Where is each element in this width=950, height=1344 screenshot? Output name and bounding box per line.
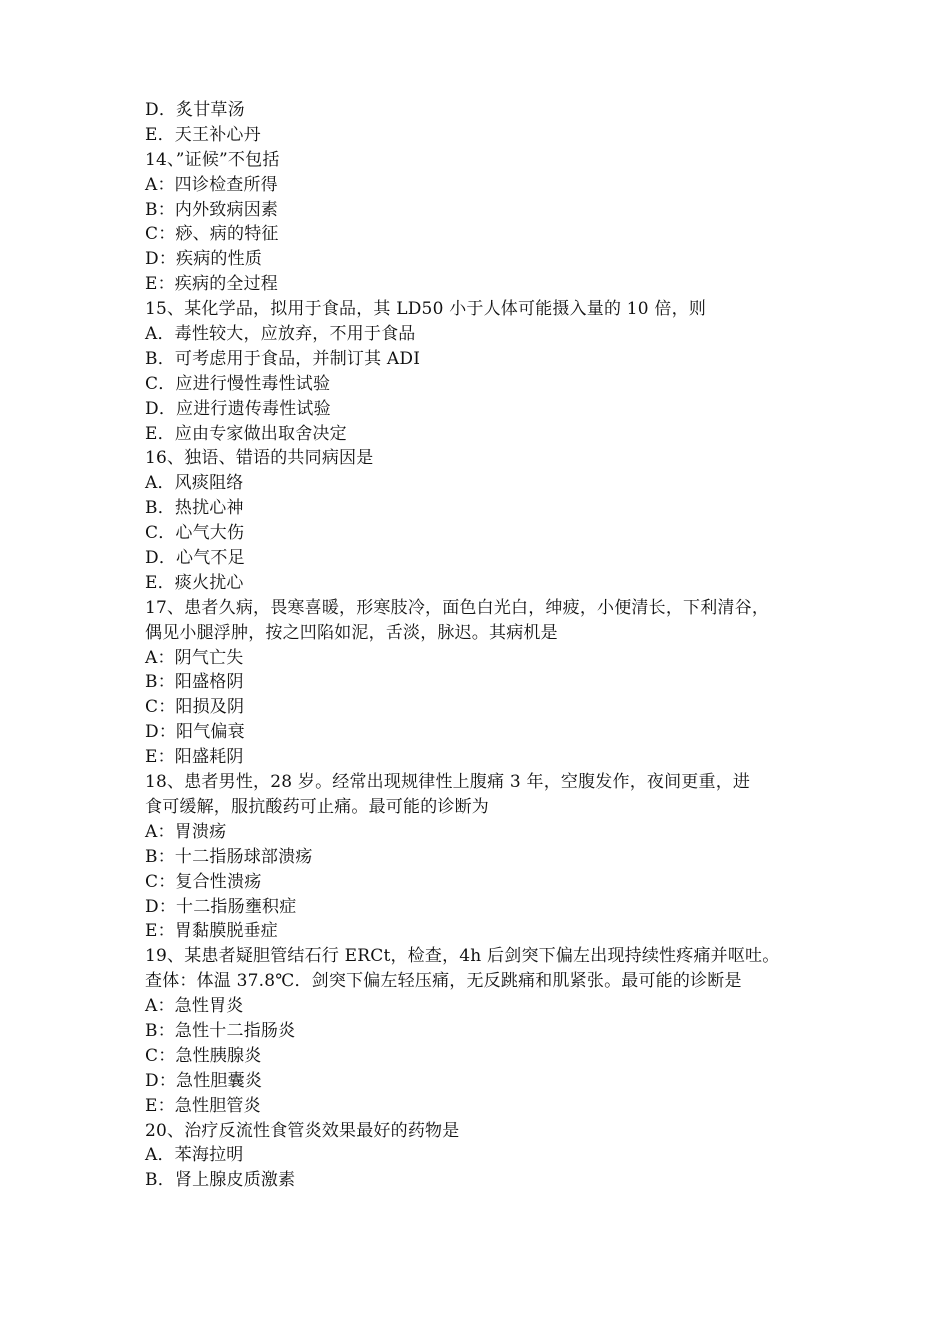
option-line: B．热扰心神 — [145, 498, 244, 519]
option-line: D：急性胆囊炎 — [145, 1070, 263, 1091]
option-line: C．心气大伤 — [145, 523, 245, 544]
option-line: D．应进行遗传毒性试验 — [145, 398, 331, 419]
option-line: B：急性十二指肠炎 — [145, 1020, 296, 1041]
option-line: B：阳盛格阴 — [145, 672, 244, 693]
option-line: C：复合性溃疡 — [145, 871, 262, 892]
option-line: B：内外致病因素 — [145, 199, 279, 220]
option-line: E．天王补心丹 — [145, 124, 261, 145]
option-line: D．心气不足 — [145, 548, 245, 569]
question-line: 16、独语、错语的共同病因是 — [145, 448, 374, 469]
option-line: A．毒性较大，应放弃，不用于食品 — [145, 324, 416, 345]
option-line: E：阳盛耗阴 — [145, 747, 244, 768]
option-line: B：十二指肠球部溃疡 — [145, 846, 313, 867]
option-line: A：阴气亡失 — [145, 647, 244, 668]
question-line: 18、患者男性，28 岁。经常出现规律性上腹痛 3 年，空腹发作，夜间更重，进 — [145, 772, 751, 793]
option-line: D．炙甘草汤 — [145, 100, 245, 120]
question-line: 17、患者久病，畏寒喜暖，形寒肢冷，面色白光白，绅疲，小便清长，下利清谷， — [145, 597, 770, 618]
question-line: 20、治疗反流性食管炎效果最好的药物是 — [145, 1120, 460, 1141]
option-line: A：胃溃疡 — [145, 821, 227, 842]
option-line: E．应由专家做出取舍决定 — [145, 423, 347, 444]
option-line: E：胃黏膜脱垂症 — [145, 921, 279, 942]
question-line: 14、”证候”不包括 — [145, 149, 280, 170]
question-line: 19、某患者疑胆管结石行 ERCt，检查，4h 后剑突下偏左出现持续性疼痛并呕吐。 — [145, 946, 780, 967]
option-line: B．肾上腺皮质激素 — [145, 1170, 296, 1191]
option-line: B．可考虑用于食品，并制订其 ADI — [145, 348, 421, 369]
question-line: 食可缓解，服抗酸药可止痛。最可能的诊断为 — [145, 796, 489, 817]
option-line: E：疾病的全过程 — [145, 274, 279, 295]
option-line: E．痰火扰心 — [145, 572, 244, 593]
option-line: D：十二指肠壅积症 — [145, 896, 297, 917]
option-line: A：急性胃炎 — [145, 996, 244, 1017]
option-line: A．风痰阻络 — [145, 473, 244, 494]
option-line: C：急性胰腺炎 — [145, 1045, 262, 1066]
option-line: A：四诊检查所得 — [145, 174, 278, 195]
option-line: C．应进行慢性毒性试验 — [145, 373, 331, 394]
option-line: C：阳损及阴 — [145, 697, 245, 718]
option-line: A．苯海拉明 — [145, 1145, 244, 1166]
option-line: D：阳气偏衰 — [145, 722, 245, 743]
document-page — [145, 98, 825, 1193]
question-line: 偶见小腿浮肿，按之凹陷如泥，舌淡，脉迟。其病机是 — [145, 622, 558, 643]
option-line: C：痧、病的特征 — [145, 224, 279, 245]
option-line: E：急性胆管炎 — [145, 1095, 261, 1116]
question-line: 15、某化学品，拟用于食品，其 LD50 小于人体可能摄入量的 10 倍，则 — [145, 299, 707, 320]
question-line: 查体：体温 37.8℃．剑突下偏左轻压痛，无反跳痛和肌紧张。最可能的诊断是 — [145, 971, 742, 992]
option-line: D：疾病的性质 — [145, 249, 263, 270]
